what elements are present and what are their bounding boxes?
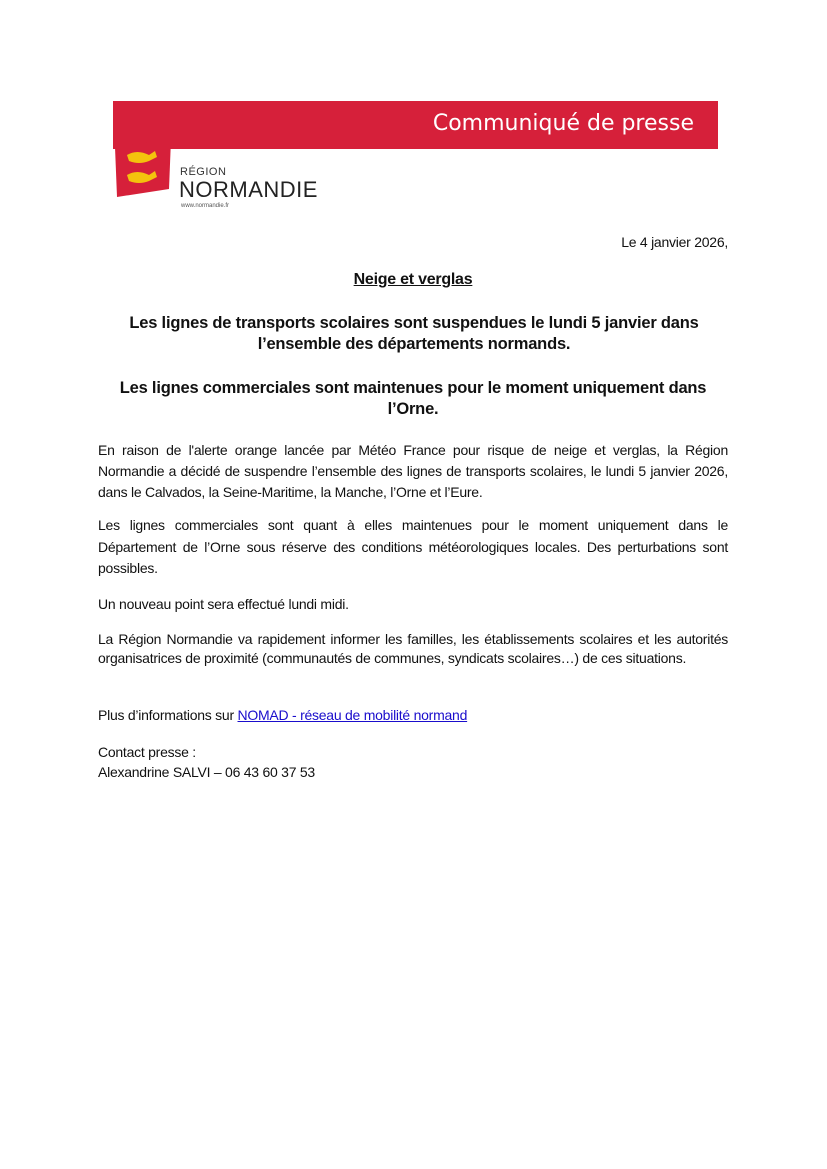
contact-label: Contact presse : <box>98 744 196 760</box>
paragraph-3: Un nouveau point sera effectué lundi midi. <box>98 596 349 612</box>
headline-2: Les lignes commerciales sont maintenues pour le moment uniquement dans l’Orne. <box>119 379 707 418</box>
paragraph-4: La Région Normandie va rapidement informer les familles, les établissements scolaires et les autorités organisatrices de proximité (communautés de communes, syndicats scolaires…) de ces situations. <box>98 631 728 666</box>
document-title: Neige et verglas <box>353 271 473 288</box>
contact-person: Alexandrine SALVI – 06 43 60 37 53 <box>98 764 315 780</box>
contact-block <box>98 742 728 782</box>
logo-name: NORMANDIE <box>179 177 318 202</box>
press-release-banner <box>113 101 718 149</box>
nomad-link[interactable]: NOMAD - réseau de mobilité normand <box>237 707 468 723</box>
logo-region: RÉGION <box>180 166 227 178</box>
paragraph-1: En raison de l'alerte orange lancée par Météo France pour risque de neige et verglas, la Région Normandie a décidé de suspendre l’ensemble des lignes de transports scolaires, le lundi 5 janvier 2026, dans le Calvados, la Seine-Maritime, la Manche, l’Orne et l’Eure. <box>98 442 728 500</box>
paragraph-2: Les lignes commerciales sont quant à elles maintenues pour le moment uniquement dans le Département de l’Orne sous réserve des conditions météorologiques locales. Des perturbations sont possibles. <box>98 517 728 576</box>
banner-text: Communiqué de presse <box>432 111 694 136</box>
normandie-flag-logo-icon <box>113 139 173 197</box>
headline-1: Les lignes de transports scolaires sont suspendues le lundi 5 janvier dans l’ensemble des départements normands. <box>129 314 699 353</box>
more-info <box>98 705 728 726</box>
logo-url: www.normandie.fr <box>181 203 230 209</box>
more-info-prefix: Plus d’informations sur <box>98 707 238 723</box>
date: Le 4 janvier 2026, <box>621 234 728 250</box>
